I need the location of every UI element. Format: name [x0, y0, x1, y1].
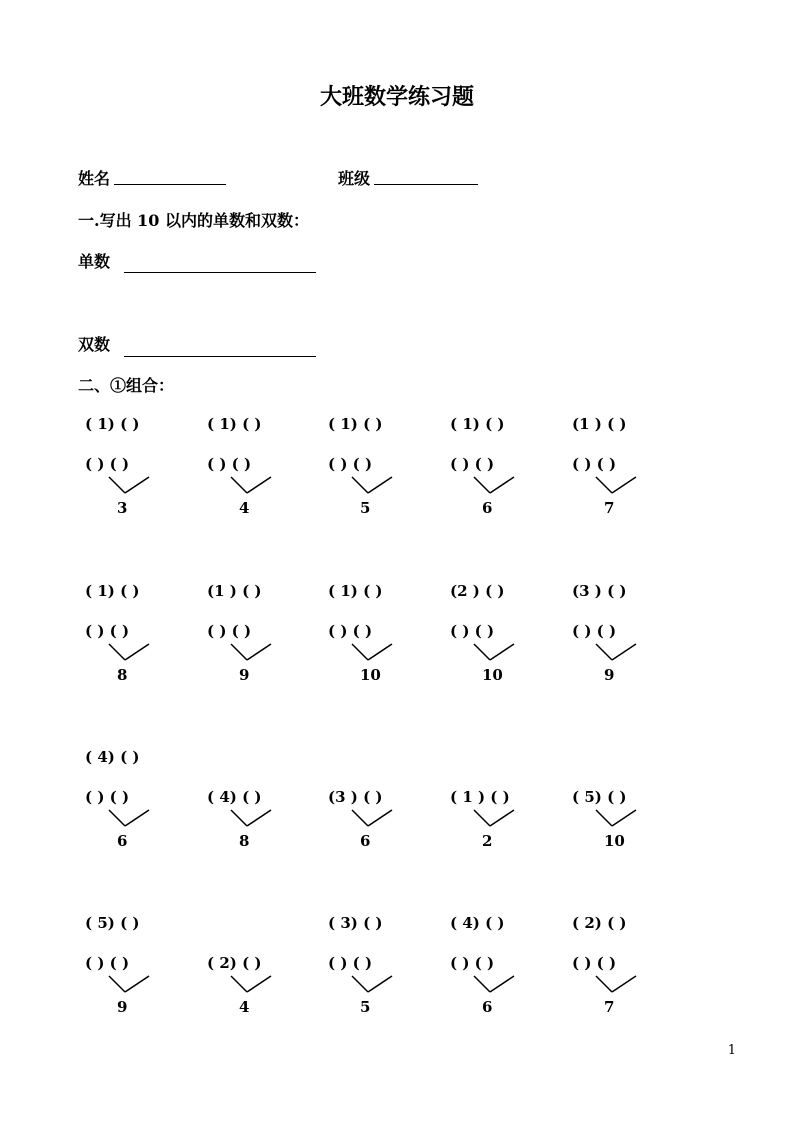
problem-top-row[interactable]: ( 1) ( ) [85, 582, 140, 600]
problem-bottom-row[interactable]: ( 5) ( ) [572, 788, 627, 806]
problem-bottom-row[interactable]: ( ) ( ) [572, 954, 617, 972]
split-lines [85, 475, 175, 499]
split-line-right [125, 644, 149, 660]
split-line-left [109, 644, 125, 660]
problem-top-row[interactable]: ( 2) ( ) [572, 914, 627, 932]
split-line-left [231, 976, 247, 992]
combination-problem [450, 415, 550, 515]
problem-sum: 2 [482, 832, 493, 850]
split-lines [572, 808, 662, 832]
problem-sum: 9 [239, 666, 250, 684]
split-lines [450, 808, 540, 832]
split-lines [450, 475, 540, 499]
problem-sum: 6 [482, 998, 493, 1016]
problem-sum: 7 [604, 499, 615, 517]
split-line-right [490, 644, 514, 660]
problem-sum: 9 [604, 666, 615, 684]
combination-problem [572, 582, 672, 682]
split-lines [328, 974, 418, 998]
problem-top-row[interactable]: (3 ) ( ) [572, 582, 627, 600]
problem-sum: 10 [604, 832, 625, 850]
split-lines [450, 974, 540, 998]
combination-problem [328, 582, 428, 682]
split-lines [328, 475, 418, 499]
split-line-left [109, 810, 125, 826]
problem-bottom-row[interactable]: ( ) ( ) [85, 788, 130, 806]
split-lines [207, 808, 297, 832]
problem-bottom-row[interactable]: (3 ) ( ) [328, 788, 383, 806]
combination-problem [450, 914, 550, 1014]
problem-sum: 10 [482, 666, 503, 684]
problem-top-row[interactable]: (1 ) ( ) [572, 415, 627, 433]
combination-problem [450, 582, 550, 682]
split-line-right [368, 644, 392, 660]
split-line-left [352, 976, 368, 992]
problem-bottom-row[interactable]: ( ) ( ) [572, 622, 617, 640]
page-number: 1 [727, 1043, 736, 1058]
problem-top-row[interactable]: ( 1) ( ) [328, 415, 383, 433]
problem-sum: 3 [117, 499, 128, 517]
even-label: 双数 [78, 335, 111, 354]
split-line-left [109, 477, 125, 493]
split-line-left [352, 477, 368, 493]
split-line-right [490, 976, 514, 992]
split-line-right [490, 810, 514, 826]
section1-heading: 一.写出 10 以内的单数和双数： [78, 211, 309, 230]
split-line-right [368, 810, 392, 826]
combination-problem [207, 748, 307, 848]
split-line-left [231, 477, 247, 493]
problem-top-row[interactable]: ( 1) ( ) [450, 415, 505, 433]
split-lines [85, 642, 175, 666]
split-line-right [612, 976, 636, 992]
split-line-right [612, 644, 636, 660]
problem-bottom-row[interactable]: ( ) ( ) [207, 455, 252, 473]
problem-sum: 5 [360, 499, 371, 517]
problem-sum: 4 [239, 499, 250, 517]
problem-sum: 8 [117, 666, 128, 684]
odd-blank[interactable] [124, 272, 316, 273]
problem-bottom-row[interactable]: ( ) ( ) [85, 954, 130, 972]
problem-sum: 4 [239, 998, 250, 1016]
problem-sum: 6 [117, 832, 128, 850]
problem-top-row[interactable]: ( 1) ( ) [85, 415, 140, 433]
problem-top-row[interactable]: (2 ) ( ) [450, 582, 505, 600]
combination-problem [572, 415, 672, 515]
problem-sum: 7 [604, 998, 615, 1016]
split-lines [85, 808, 175, 832]
split-line-right [368, 976, 392, 992]
split-line-left [474, 644, 490, 660]
name-blank[interactable] [114, 184, 226, 185]
problem-bottom-row[interactable]: ( ) ( ) [450, 622, 495, 640]
combination-problem [85, 914, 185, 1014]
split-line-right [612, 810, 636, 826]
odd-label: 单数 [78, 252, 111, 271]
combination-problem [85, 748, 185, 848]
split-line-right [125, 477, 149, 493]
split-line-right [490, 477, 514, 493]
split-line-left [474, 810, 490, 826]
problem-top-row[interactable]: ( 4) ( ) [450, 914, 505, 932]
split-line-left [352, 644, 368, 660]
split-line-left [596, 477, 612, 493]
problem-bottom-row[interactable]: ( ) ( ) [450, 455, 495, 473]
problem-bottom-row[interactable]: ( ) ( ) [328, 455, 373, 473]
split-lines [328, 642, 418, 666]
problem-top-row[interactable]: ( 3) ( ) [328, 914, 383, 932]
problem-sum: 9 [117, 998, 128, 1016]
problem-sum: 10 [360, 666, 381, 684]
combination-problem [207, 914, 307, 1014]
problem-bottom-row[interactable]: ( ) ( ) [328, 622, 373, 640]
even-blank[interactable] [124, 356, 316, 357]
split-lines [450, 642, 540, 666]
split-line-right [247, 810, 271, 826]
combination-problem [85, 415, 185, 515]
split-line-left [231, 810, 247, 826]
split-lines [207, 642, 297, 666]
split-line-left [231, 644, 247, 660]
problem-sum: 8 [239, 832, 250, 850]
combination-problem [207, 582, 307, 682]
page-title: 大班数学练习题 [319, 84, 474, 110]
problem-top-row[interactable]: ( 1) ( ) [207, 415, 262, 433]
split-lines [207, 974, 297, 998]
combination-problem [328, 415, 428, 515]
problem-top-row[interactable]: ( 5) ( ) [85, 914, 140, 932]
combination-problem [572, 748, 672, 848]
split-lines [207, 475, 297, 499]
section2-heading: 二、①组合： [78, 376, 175, 395]
combination-problem [572, 914, 672, 1014]
split-line-right [125, 810, 149, 826]
split-line-right [247, 477, 271, 493]
split-lines [328, 808, 418, 832]
problem-bottom-row[interactable]: ( ) ( ) [207, 622, 252, 640]
problem-bottom-row[interactable]: ( ) ( ) [450, 954, 495, 972]
problem-bottom-row[interactable]: ( 2) ( ) [207, 954, 262, 972]
problem-sum: 6 [360, 832, 371, 850]
combination-problem [328, 914, 428, 1014]
combination-problem [85, 582, 185, 682]
split-line-right [612, 477, 636, 493]
problem-top-row[interactable]: (1 ) ( ) [207, 582, 262, 600]
combination-problem [207, 415, 307, 515]
split-line-right [125, 976, 149, 992]
split-lines [572, 974, 662, 998]
split-lines [85, 974, 175, 998]
problem-bottom-row[interactable]: ( ) ( ) [85, 622, 130, 640]
problem-sum: 6 [482, 499, 493, 517]
split-lines [572, 642, 662, 666]
problem-bottom-row[interactable]: ( ) ( ) [85, 455, 130, 473]
class-label: 班级 [338, 169, 371, 188]
problem-sum: 5 [360, 998, 371, 1016]
problem-top-row[interactable]: ( 1) ( ) [328, 582, 383, 600]
combination-problem [328, 748, 428, 848]
problem-bottom-row[interactable]: ( ) ( ) [572, 455, 617, 473]
split-line-left [352, 810, 368, 826]
problem-bottom-row[interactable]: ( ) ( ) [328, 954, 373, 972]
problem-bottom-row[interactable]: ( 4) ( ) [207, 788, 262, 806]
combination-problem [450, 748, 550, 848]
split-line-right [247, 976, 271, 992]
split-line-left [596, 810, 612, 826]
split-line-left [596, 976, 612, 992]
problem-top-row[interactable]: ( 4) ( ) [85, 748, 140, 766]
problem-bottom-row[interactable]: ( 1 ) ( ) [450, 788, 510, 806]
split-lines [572, 475, 662, 499]
split-line-right [368, 477, 392, 493]
split-line-left [596, 644, 612, 660]
split-line-left [474, 477, 490, 493]
name-label: 姓名 [78, 169, 111, 188]
class-blank[interactable] [374, 184, 478, 185]
split-line-left [474, 976, 490, 992]
split-line-left [109, 976, 125, 992]
split-line-right [247, 644, 271, 660]
